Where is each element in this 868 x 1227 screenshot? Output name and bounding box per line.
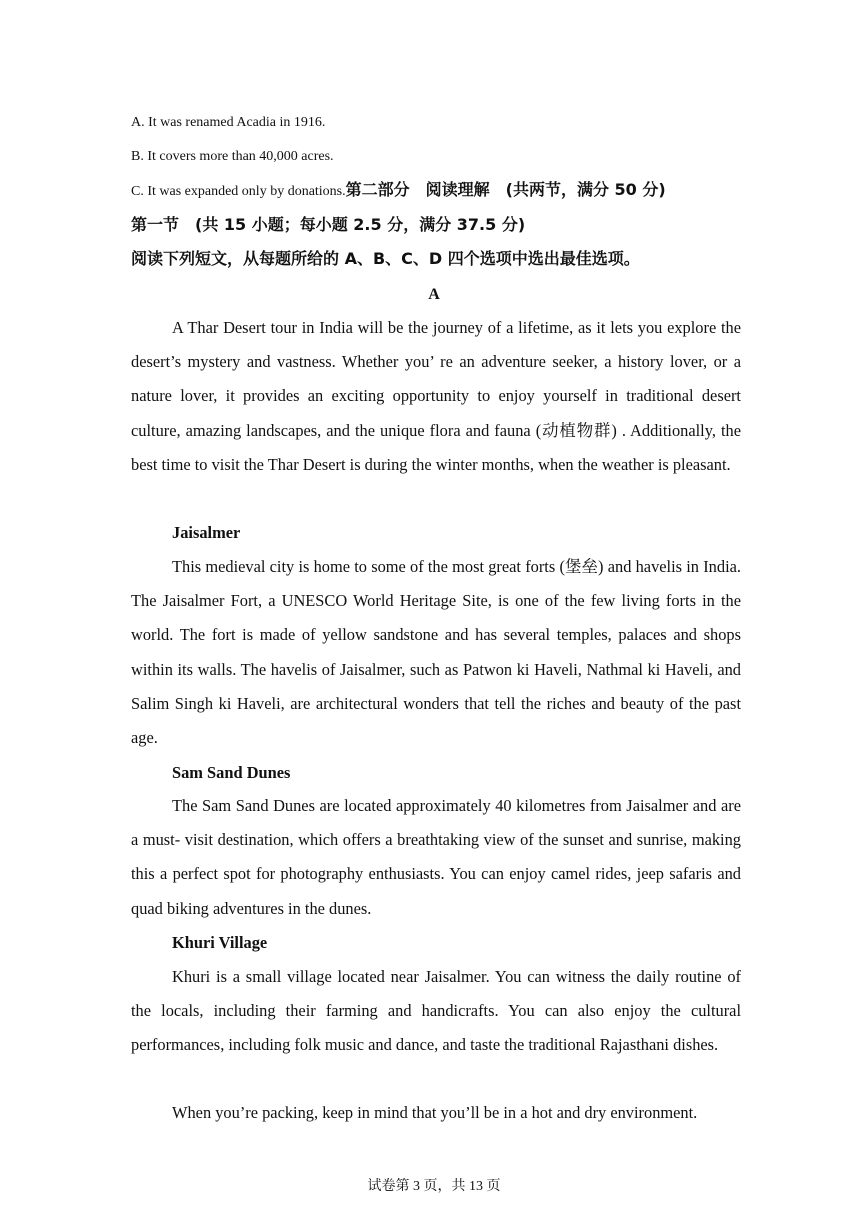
option-a: A. It was renamed Acadia in 1916. — [131, 115, 326, 130]
option-c: C. It was expanded only by donations. — [131, 184, 346, 199]
section-title-khuri-village: Khuri Village — [172, 933, 268, 952]
option-b: B. It covers more than 40,000 acres. — [131, 149, 334, 164]
section-body-sam-sand-dunes: The Sam Sand Dunes are located approximately 40 kilometres from Jaisalmer and are a must- visit destination, which offers a breathtaking view of the sunset and sunrise, making this a perfect spot for photography enthusiasts. You can enjoy camel rides, jeep safaris and quad biking adventures in the dunes. — [131, 796, 741, 918]
section-heading: 第一节 (共 15 小题；每小题 2.5 分，满分 37.5 分) — [131, 215, 526, 234]
section-body-jaisalmer: This medieval city is home to some of the most great forts (堡垒) and havelis in India. The Jaisalmer Fort, a UNESCO World Heritage Site, is one of the few living forts in the world. The fort is made of yellow sandstone and has several temples, palaces and shops within its walls. The havelis of Jaisalmer, such as Patwon ki Haveli, Nathmal ki Haveli, and Salim Singh ki Haveli, are architectural wonders that tell the riches and beauty of the past age. — [131, 557, 741, 748]
section-title-sam-sand-dunes: Sam Sand Dunes — [172, 763, 291, 782]
section-body-khuri-village: Khuri is a small village located near Jaisalmer. You can witness the daily routine of the locals, including their farming and handicrafts. You can also enjoy the cultural performances, including folk music and dance, and taste the traditional Rajasthani dishes. — [131, 967, 741, 1055]
page-footer: 试卷第 3 页，共 13 页 — [367, 1179, 501, 1194]
passage-letter: A — [428, 286, 440, 303]
passage-intro: A Thar Desert tour in India will be the journey of a lifetime, as it lets you explore the desert’s mystery and vastness. Whether you’ re an adventure seeker, a history lover, or a nature lover, it provides an exciting opportunity to enjoy yourself in traditional desert culture, amazing landscapes, and the unique flora and fauna (动植物群) . Additionally, the best time to visit the Thar Desert is during the winter months, when the weather is pleasant. — [131, 318, 741, 474]
part-heading: 第二部分 阅读理解 (共两节，满分 50 分) — [345, 180, 666, 199]
passage-closing: When you’re packing, keep in mind that you’ll be in a hot and dry environment. — [172, 1103, 698, 1122]
section-title-jaisalmer: Jaisalmer — [172, 523, 241, 542]
option-c-line — [131, 181, 666, 201]
instruction: 阅读下列短文，从每题所给的 A、B、C、D 四个选项中选出最佳选项。 — [131, 249, 640, 268]
